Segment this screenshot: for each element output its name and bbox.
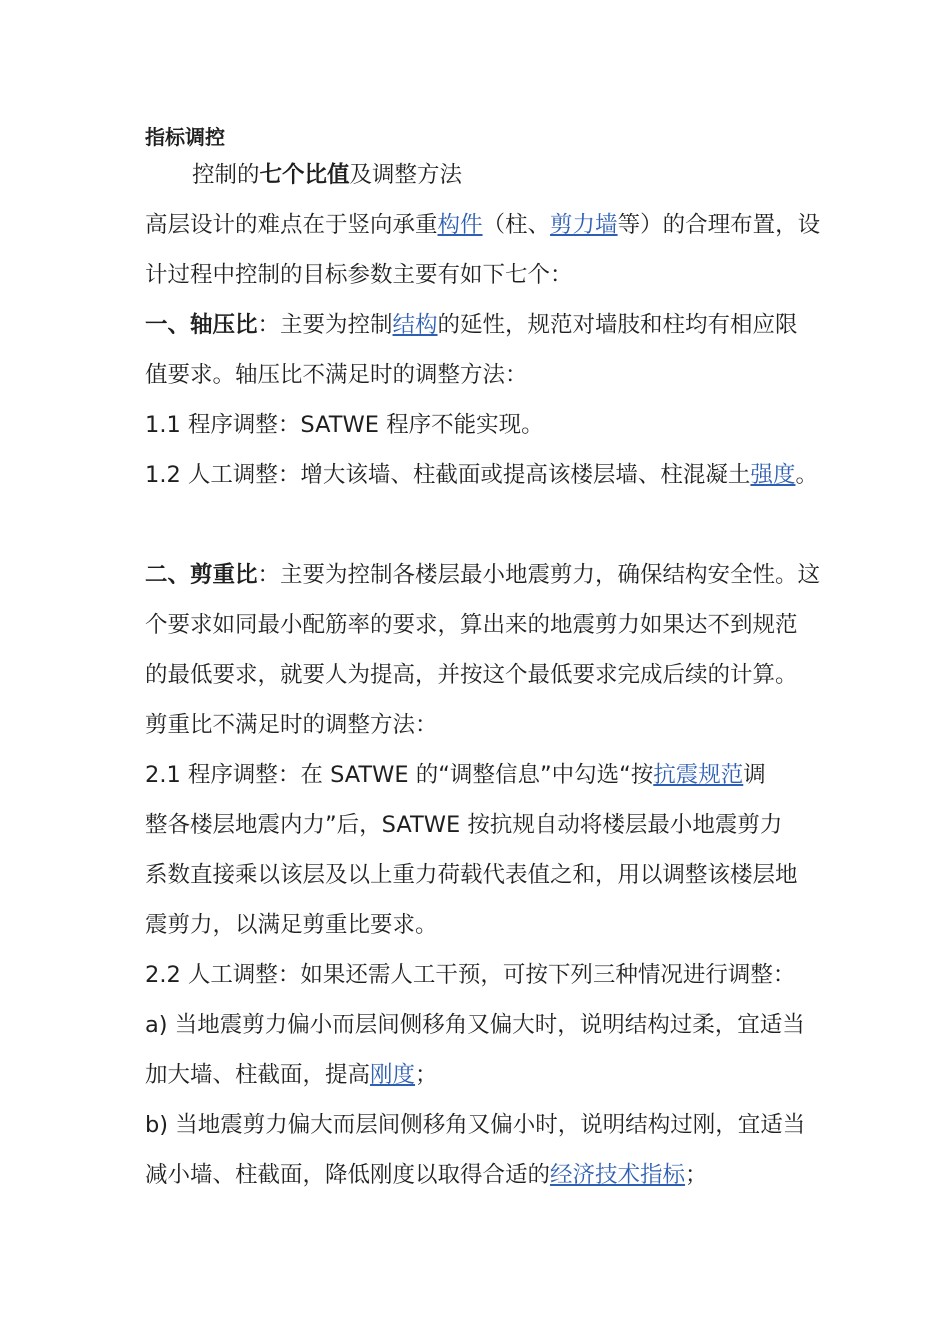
subtitle: 控制的七个比值及调整方法 (192, 162, 463, 188)
s2-line-7: 系数直接乘以该层及以上重力荷载代表值之和，用以调整该楼层地 (145, 862, 798, 888)
intro-line-2: 计过程中控制的目标参数主要有如下七个： (145, 262, 573, 288)
s2-line-10: a) 当地震剪力偏小而层间侧移角又偏大时，说明结构过柔，宜适当 (145, 1012, 805, 1038)
link-kangzhen-guifan[interactable]: 抗震规范 (653, 762, 744, 788)
link-jianliqiang[interactable]: 剪力墙 (550, 212, 618, 238)
s1-line-2: 值要求。轴压比不满足时的调整方法： (145, 362, 528, 388)
link-qiangdu[interactable]: 强度 (750, 462, 796, 488)
s2-line-13: 减小墙、柱截面，降低刚度以取得合适的经济技术指标； (145, 1162, 708, 1188)
s2-line-6: 整各楼层地震内力”后，SATWE 按抗规自动将楼层最小地震剪力 (145, 812, 783, 838)
s2-line-4: 剪重比不满足时的调整方法： (145, 712, 438, 738)
link-jiegou[interactable]: 结构 (392, 312, 438, 338)
intro-line-1: 高层设计的难点在于竖向承重构件（柱、剪力墙等）的合理布置，设 (145, 212, 821, 238)
s2-line-9: 2.2 人工调整：如果还需人工干预，可按下列三种情况进行调整： (145, 962, 796, 988)
s2-line-1: 二、剪重比：主要为控制各楼层最小地震剪力，确保结构安全性。这 (145, 562, 821, 588)
s2-line-5: 2.1 程序调整：在 SATWE 的“调整信息”中勾选“按抗震规范调 (145, 762, 766, 788)
s2-line-2: 个要求如同最小配筋率的要求，算出来的地震剪力如果达不到规范 (145, 612, 798, 638)
s1-line-4: 1.2 人工调整：增大该墙、柱截面或提高该楼层墙、柱混凝土强度。 (145, 462, 818, 488)
section-heading: 指标调控 (145, 125, 225, 149)
link-goujian[interactable]: 构件 (437, 212, 483, 238)
s2-line-11: 加大墙、柱截面，提高刚度； (145, 1062, 438, 1088)
link-jingji-jishu-zhibiao[interactable]: 经济技术指标 (550, 1162, 686, 1188)
s2-line-3: 的最低要求，就要人为提高，并按这个最低要求完成后续的计算。 (145, 662, 798, 688)
s2-line-12: b) 当地震剪力偏大而层间侧移角又偏小时，说明结构过刚，宜适当 (145, 1112, 806, 1138)
s1-line-1: 一、轴压比：主要为控制结构的延性，规范对墙肢和柱均有相应限 (145, 312, 798, 338)
s1-line-3: 1.1 程序调整：SATWE 程序不能实现。 (145, 412, 544, 438)
s2-line-8: 震剪力，以满足剪重比要求。 (145, 912, 438, 938)
link-gangdu[interactable]: 刚度 (370, 1062, 416, 1088)
